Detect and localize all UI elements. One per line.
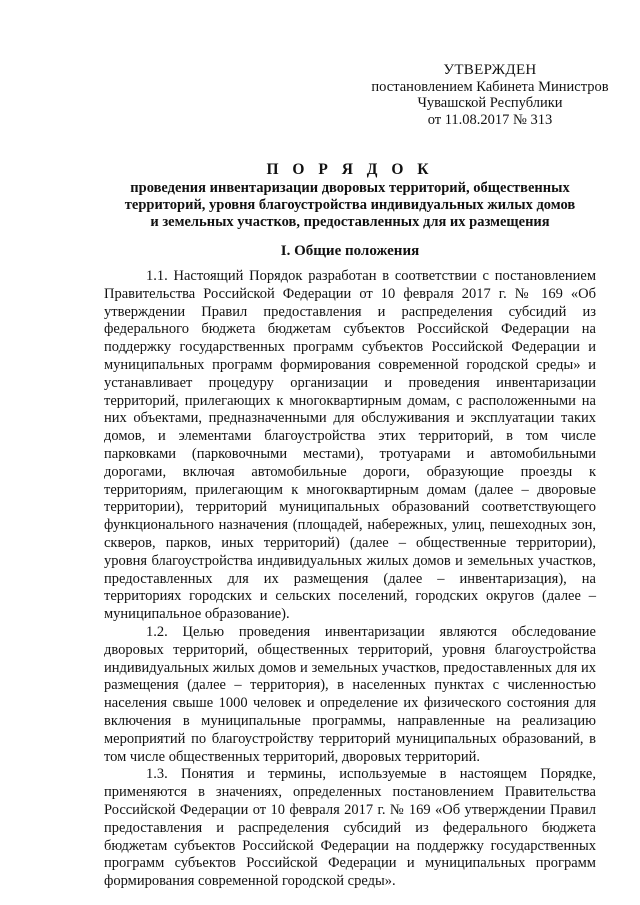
document-subtitle-line-2: территорий, уровня благоустройства индивидуальных жилых домов [124, 197, 576, 213]
approval-heading: УТВЕРЖДЕН [443, 62, 537, 78]
document-subtitle-line-3: и земельных участков, предоставленных для их размещения [150, 214, 550, 230]
paragraph-1-3: 1.3. Понятия и термины, используемые в настоящем Порядке, применяются в значениях, определенных постановлением Правительства Российской Федерации от 10 февраля 2017 г. № 169 «Об утверждении Правил предоставления и распределения субсидий из федерального бюджета бюджетам субъектов Российской Федерации на поддержку государственных программ субъектов Российской Федерации и муниципальных программ формирования современной городской среды». [104, 766, 596, 890]
document-subtitle-line-1: проведения инвентаризации дворовых территорий, общественных [130, 180, 570, 196]
approval-line-1: постановлением Кабинета Министров [371, 78, 609, 95]
paragraph-1-2: 1.2. Целью проведения инвентаризации являются обследование дворовых территорий, общественных территорий, уровня благоустройства индивидуальных жилых домов и земельных участков, предоставленных для их размещения (далее – территория), в населенных пунктах с численностью населения свыше 1000 человек и определение их физического состояния для включения в муниципальные программы, направленные на реализацию мероприятий по благоустройству территорий муниципальных образований, в том числе общественных территорий, дворовых территорий. [104, 623, 596, 765]
approval-line-2: Чувашской Республики [417, 95, 563, 111]
paragraph-1-1: 1.1. Настоящий Порядок разработан в соответствии с постановлением Правительства Российской Федерации от 10 февраля 2017 г. № 169 «Об утверждении Правил предоставления и распределения субсидий из федерального бюджета бюджетам субъектов Российской Федерации на поддержку государственных программ субъектов Российской Федерации и муниципальных программ формирования современной городской среды» и устанавливает процедуру организации и проведения инвентаризации территорий, прилегающих к многоквартирным домам, с расположенными на них объектами, предназначенными для обслуживания и эксплуатации таких домов, и элементами благоустройства этих территорий, в том числе парковками (парковочными местами), тротуарами и автомобильными дорогами, включая автомобильные дороги, образующие проезды к территориям, прилегающим к многоквартирным домам (далее – дворовые территории), территорий муниципальных образований соответствующего функционального назначения (площадей, набережных, улиц, пешеходных зон, скверов, парков, иных территорий) (далее – общественные территории), уровня благоустройства индивидуальных жилых домов и земельных участков, предоставленных для их размещения (далее – инвентаризация), на территориях городских и сельских поселений, городских округов (далее – муниципальное образование). [104, 268, 596, 623]
document-title-block [100, 160, 600, 231]
document-title: П О Р Я Д О К [266, 161, 434, 178]
approval-line-3: от 11.08.2017 № 313 [427, 111, 553, 128]
approval-stamp [360, 62, 620, 128]
document-body [104, 268, 596, 891]
section-heading: I. Общие положения [280, 243, 420, 259]
